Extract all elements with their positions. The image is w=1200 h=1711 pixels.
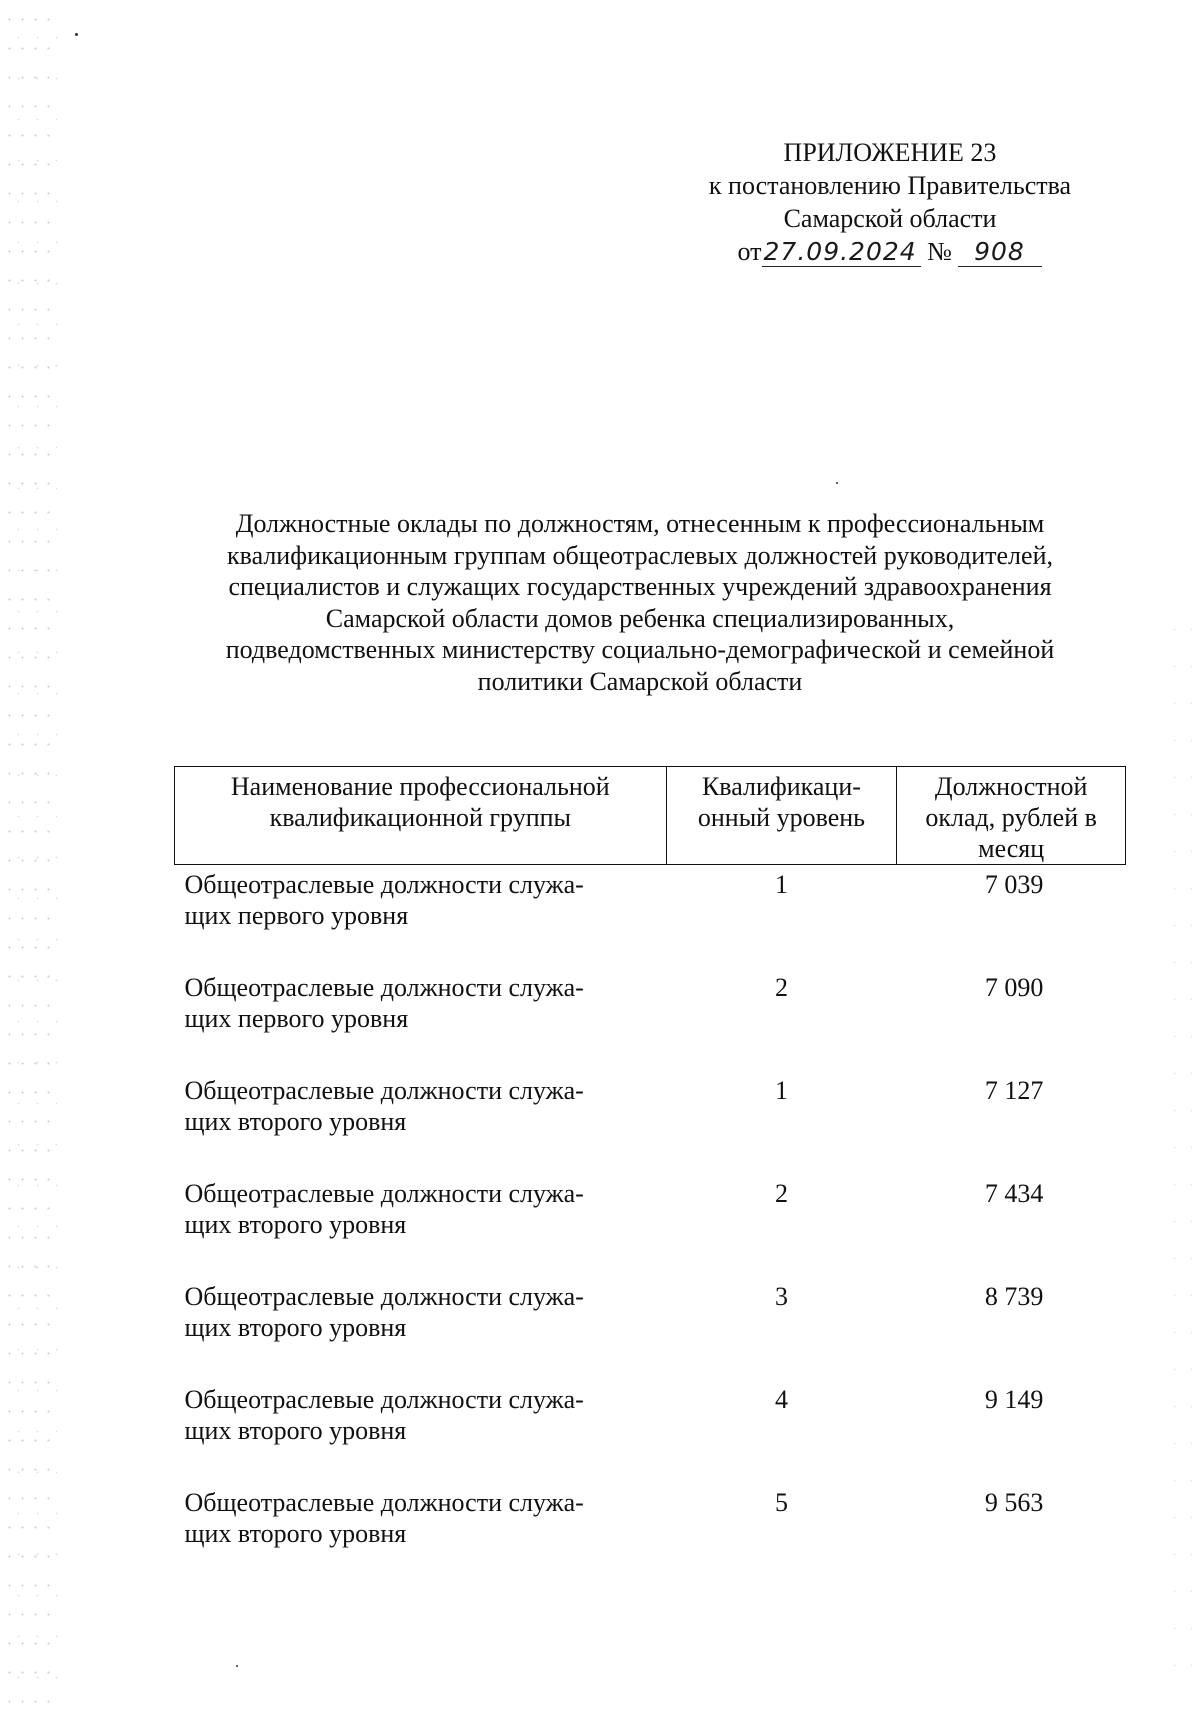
- name-line: Общеотраслевые должности служа-: [184, 1076, 584, 1105]
- cell-salary: 7 434: [984, 1179, 1044, 1208]
- cell-group-name: [175, 968, 667, 1071]
- title-line: подведомственных министерству социально-демографической и семейной: [225, 635, 1055, 664]
- name-line: щих первого уровня: [184, 1004, 409, 1033]
- table-row: [175, 1277, 1126, 1380]
- cell-salary: 7 127: [984, 1076, 1044, 1105]
- title-line: квалификационным группам общеотраслевых должностей руководителей,: [227, 540, 1053, 570]
- appendix-date-line: [660, 235, 1120, 268]
- name-line: щих второго уровня: [184, 1107, 407, 1136]
- cell-level: 2: [774, 1179, 788, 1208]
- name-line: Общеотраслевые должности служа-: [184, 1179, 584, 1208]
- table-row: [175, 1071, 1126, 1174]
- cell-level: 1: [774, 870, 788, 899]
- cell-salary: 9 149: [984, 1385, 1044, 1414]
- cell-group-name: [175, 1174, 667, 1277]
- cell-level: 4: [774, 1385, 788, 1414]
- cell-group-name: [175, 865, 667, 969]
- table-row: [175, 1483, 1126, 1586]
- title-line: специалистов и служащих государственных учреждений здравоохранения: [228, 572, 1052, 601]
- appendix-line1: к постановлению Правительства: [708, 171, 1072, 200]
- cell-salary: 9 563: [984, 1488, 1044, 1517]
- cell-group-name: [175, 1277, 667, 1380]
- table-row: [175, 1174, 1126, 1277]
- name-line: щих второго уровня: [184, 1519, 407, 1548]
- title-line: Должностные оклады по должностям, отнесенным к профессиональным: [235, 509, 1045, 538]
- cell-salary: 8 739: [984, 1282, 1044, 1311]
- name-line: щих второго уровня: [184, 1416, 407, 1445]
- appendix-title: ПРИЛОЖЕНИЕ 23: [783, 138, 997, 167]
- name-line: Общеотраслевые должности служа-: [184, 1282, 584, 1311]
- number-prefix: №: [927, 237, 952, 266]
- cell-level: 3: [774, 1282, 788, 1311]
- table-row: [175, 865, 1126, 969]
- scan-edge-noise-right: [1160, 600, 1200, 1700]
- name-line: щих второго уровня: [184, 1210, 407, 1239]
- header-qualification-level: Квалификаци-онный уровень: [666, 767, 897, 865]
- salary-table: [174, 766, 1126, 1586]
- name-line: Общеотраслевые должности служа-: [184, 1385, 584, 1414]
- scan-speck: [836, 482, 838, 484]
- table-row: [175, 968, 1126, 1071]
- name-line: щих второго уровня: [184, 1313, 407, 1342]
- title-line: Самарской области домов ребенка специализированных,: [325, 603, 955, 633]
- handwritten-number: 908: [958, 238, 1042, 267]
- table-header-row: [175, 767, 1126, 865]
- appendix-line2: Самарской области: [783, 204, 997, 233]
- appendix-header: [660, 136, 1120, 268]
- handwritten-date: 27.09.2024: [762, 238, 921, 267]
- header-group-name: Наименование профессиональной квалификационной группы: [175, 767, 667, 865]
- cell-salary: 7 039: [984, 870, 1044, 899]
- scan-speck: [75, 33, 78, 36]
- table-row: [175, 1380, 1126, 1483]
- scan-speck: [236, 1665, 238, 1667]
- cell-group-name: [175, 1071, 667, 1174]
- cell-level: 5: [774, 1488, 788, 1517]
- title-line: политики Самарской области: [477, 666, 803, 696]
- name-line: Общеотраслевые должности служа-: [184, 1488, 584, 1517]
- name-line: Общеотраслевые должности служа-: [184, 973, 584, 1002]
- cell-group-name: [175, 1380, 667, 1483]
- cell-level: 1: [774, 1076, 788, 1105]
- date-prefix: от: [737, 237, 762, 266]
- name-line: Общеотраслевые должности служа-: [184, 870, 584, 899]
- cell-level: 2: [774, 973, 788, 1002]
- cell-salary: 7 090: [984, 973, 1044, 1002]
- header-salary: Должностной оклад, рублей в месяц: [897, 767, 1126, 865]
- document-title: [160, 508, 1120, 697]
- name-line: щих первого уровня: [184, 901, 409, 930]
- scan-edge-noise: [0, 0, 60, 1711]
- cell-group-name: [175, 1483, 667, 1586]
